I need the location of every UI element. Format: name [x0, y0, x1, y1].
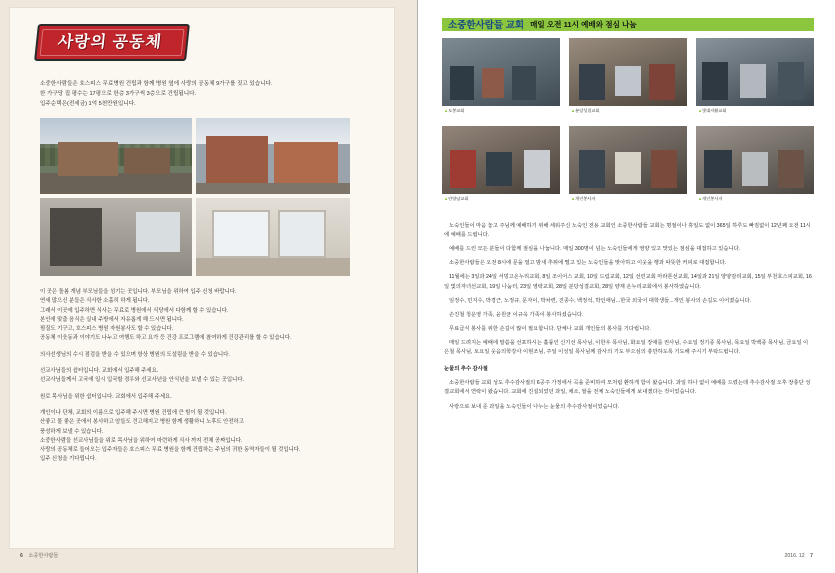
list-item: [40, 351, 360, 360]
list-item-line: 공동체 이웃동과 이야기도 나누고 여행도 하고 요가 등 건강 프로그램에 참여하게 건강관리를 할 수 있습니다.: [40, 335, 292, 342]
photo-anyang-church: [442, 126, 560, 194]
lead-line-2: 한 가구당 집 평수는 17평으로 한층 3가구씩 3층으로 건립됩니다.: [40, 90, 197, 97]
list-item: [40, 288, 360, 344]
photo-person-shape: [702, 62, 728, 100]
photo-person-shape: [579, 150, 605, 188]
body-paragraph: 매일 드려지는 예배에 말씀을 선포하시는 훌륭인 신기선 목사님, 이한우 목사님, 화요일 장애를 권사님, 수요일 정기종 목사님, 목요일 박백종 목사님, 금요일 이은철 목사님, 토요일 웃음의학강사 이현조님, 주일 이성일 목사님께 감사의 기도 부으심의 충만하도록 기도해 주시기 부탁드립니다.: [444, 339, 809, 356]
caption-text: 분당성결교회: [575, 108, 600, 113]
photo-caption: [698, 196, 722, 202]
caption-text: 빛대자활교회: [702, 108, 727, 113]
photo-caption: [698, 108, 726, 114]
banner-title: 사랑의 공동체: [56, 34, 163, 51]
body-paragraph: 손진철 청운영 가족, 윤원균 이규옥 가족이 봉사하셨습니다.: [449, 311, 584, 318]
photo-bitdeul-church: [696, 38, 814, 106]
photo-person-shape: [450, 66, 474, 100]
caption-bullet-icon: ▲: [698, 196, 703, 201]
caption-bullet-icon: ▲: [571, 196, 576, 201]
interior-room-photo: [196, 198, 350, 276]
photo-person-shape: [740, 64, 766, 98]
left-page: [0, 0, 417, 573]
caption-bullet-icon: ▲: [571, 108, 576, 113]
list-item: [40, 367, 360, 386]
photo-bunhwang-church: [569, 38, 687, 106]
photo-building-shape-2: [124, 148, 170, 174]
site-aerial-photo: [40, 118, 192, 194]
list-item-line: 선교사님들의 쉼터입니다. 교회에서 입주해 주세요.: [40, 368, 159, 375]
list-item-line: 개인이나 단체, 교회의 이름으로 입주해 주시면 병원 건립에 큰 힘이 될 것입니다.: [40, 409, 227, 416]
list-item-line: 의사선생님의 수시 점검을 받을 수 있으며 항상 병원의 도설림을 받을 수 있습니다.: [40, 351, 230, 358]
list-item-line: 연세 많으신 분들은 식사한 소홀히 하게 됩니다.: [40, 298, 150, 305]
photo-person-shape: [486, 152, 512, 186]
list-item-line: 산좋고 물 좋은 곳에서 봉사하고 암들도 견고해지고 병원 함께 생활하니 노후도 안전하고: [40, 419, 244, 426]
left-page-footer: [20, 552, 58, 559]
lead-line-3: 입주순택은(전세금) 1억 5천만원입니다.: [40, 100, 136, 107]
body-paragraph: 노숙인들이 마음 놓고 주님께 예배하기 위해 세워주신 노숙인 전용 교회인 소중한사람들 교회는 명절이나 휴일도 없이 365일 하루도 빠짐없이 12년째 오전 11시에 예배를 드립니다.: [444, 223, 811, 239]
photo-caption: [571, 196, 595, 202]
caption-text: 안양남교회: [448, 196, 469, 201]
list-item-line: 풍성하게 보낼 수 있습니다.: [40, 428, 104, 435]
building-exterior-photo: [196, 118, 350, 194]
interior-construction-photo: [40, 198, 192, 276]
publication-name: 소중한사람들: [28, 553, 59, 559]
photo-caption: [444, 196, 468, 202]
right-body-text: [444, 222, 812, 417]
caption-text: 개인봉사자: [702, 196, 723, 201]
lead-line-1: 소중한사람들은 호스피스 무료병원 건립과 함께 병원 옆에 사랑의 공동체 9가구를 짓고 있습니다.: [40, 81, 273, 87]
heading-sub: 매일 오전 11시 예배와 점심 나눔: [530, 19, 637, 29]
heading-main: 소중한사람들 교회: [448, 20, 525, 31]
list-item-line: 소중한사람들 선교사님들을 위로 목사님을 위하여 마련하게 식사 까지 전체 공짜입니다.: [40, 437, 243, 444]
list-item-line: 이 곳은 돌봄 개념 부모님들을 섬기는 곳입니다. 부모님을 위하여 입주 신청 바랍니다.: [40, 289, 237, 295]
list-item-line: 선교사님들께서 고국에 일시 입국할 경우와 선교사년을 안식년을 보낼 수 있는 곳입니다.: [40, 377, 244, 384]
photo-building-shape: [58, 142, 118, 176]
photo-doorway-shape: [50, 208, 102, 266]
photo-caption: [571, 108, 599, 114]
photo-person-shape: [524, 150, 550, 188]
photo-person-shape: [482, 68, 504, 98]
right-page-heading: [448, 16, 820, 32]
right-photo-grid: [442, 38, 814, 206]
photo-brick-building-2: [274, 142, 338, 186]
left-page-content: [10, 8, 394, 548]
photo-person-shape: [778, 150, 804, 188]
page-number: 6: [20, 553, 23, 559]
list-item-line: 찜질도 기구고, 호스피스 병원 자원봉사도 할 수 있습니다.: [40, 326, 174, 333]
body-paragraph: 무료급식 봉사를 위한 손길이 많이 필요합니다. 단체나 교회 개인들의 봉사를 기다립니다.: [449, 325, 651, 332]
page-number: 7: [810, 553, 813, 559]
photo-person-shape: [512, 66, 536, 100]
photo-person-shape: [742, 152, 768, 186]
caption-text: 도봉교회: [448, 108, 465, 113]
list-item-line: 사랑의 공동체로 들어오는 입주자들은 호스피스 무료 병원을 함께 건립하는 주님의 귀한 동역자들이 될 것입니다.: [40, 447, 301, 454]
photo-dobong-church: [442, 38, 560, 106]
right-page: [418, 0, 835, 573]
body-paragraph: 예배를 드린 모든 분들이 다함께 점심을 나눕니다. 매일 300명이 넘는 노숙인들에게 영양 있고 맛있는 점심을 대접하고 있습니다.: [449, 246, 741, 253]
issue-date: 2016. 12: [784, 553, 805, 559]
photo-floor-region: [196, 258, 350, 276]
photo-window-shape-2: [278, 210, 326, 258]
section-banner: [36, 22, 184, 60]
photo-person-shape: [579, 64, 605, 100]
caption-bullet-icon: ▲: [444, 196, 449, 201]
list-item: [40, 393, 360, 402]
section-paragraph: 사랑으로 보내 준 과일을 노숙인들이 나누는 눈물의 추수감사절이었습니다.: [449, 403, 620, 410]
photo-individual-volunteer-2: [696, 126, 814, 194]
photo-brick-building-1: [206, 136, 268, 186]
left-lead-paragraph: [40, 80, 340, 109]
body-paragraph: 11월에는 3일과 24일 서빙고온누리교회, 8일 조이어스 교회, 10일 드림교회, 12일 선린교회 마라톤선교회, 14일과 21일 양양감리교회, 15일 부천호스피교회, 16일 빛의자녀선교회, 19일 나눔터, 23일 영락교회, 28일 분당성결교회, 28일 양재 온누리교회에서 봉사하였습니다.: [444, 274, 812, 290]
photo-ground-region: [196, 183, 350, 194]
photo-caption: [444, 108, 464, 114]
caption-bullet-icon: ▲: [444, 108, 449, 113]
list-item: [40, 409, 360, 465]
photo-person-shape: [615, 152, 641, 184]
body-paragraph: 소중한사람들은 오전 8시에 문을 열고 밤새 추위에 떨고 있는 노숙인들을 맞아하고 이웃을 행과 따뜻한 커피로 대접합니다.: [449, 260, 727, 267]
left-photo-grid: [40, 118, 350, 276]
list-item-line: 본인에 맞춤 음식은 실내 주방에서 자유롭게 해 드시면 됩니다.: [40, 316, 184, 323]
photo-window-shape: [212, 210, 270, 258]
right-page-footer: [784, 553, 813, 559]
photo-person-shape: [615, 66, 641, 96]
caption-text: 개인봉사자: [575, 196, 596, 201]
body-paragraph: 임정수, 민지수, 박경근, 노정규, 문자이, 박차련, 진종수, 백정석, 박인애님...한국 외국어 대학생들...개인 봉사의 손길도 이어졌습니다.: [449, 297, 752, 304]
section-paragraph: 소중한사람들 교회 성도 추수감사절의 6공주 가정에서 곡을 준비하여 모처럼 환하게 함이 왔습니다. 과일 하나 없이 예배를 드렸는데 추수감사절 오후 장충단 성결교회에서 연락이 왔습니다. 교회에 진설되었던 과일, 채소, 쌀을 전체 노숙인들에게 보내겠다는 것이었습니다.: [444, 380, 811, 396]
section-subtitle: 눈물의 추수 감사절: [444, 366, 488, 373]
caption-bullet-icon: ▲: [698, 108, 703, 113]
photo-person-shape: [450, 150, 476, 188]
list-item-line: 원로 목사님을 위한 쉼터입니다. 교회에서 입주해 주세요.: [40, 393, 172, 400]
photo-person-shape: [778, 62, 804, 100]
photo-individual-volunteer-1: [569, 126, 687, 194]
list-item-line: 입주 신청을 기다립니다.: [40, 456, 97, 463]
photo-person-shape: [651, 150, 677, 188]
photo-person-shape: [649, 64, 675, 100]
photo-person-shape: [704, 150, 732, 188]
left-body-list: [40, 288, 360, 472]
photo-window-shape: [136, 212, 180, 252]
list-item-line: 그래서 이곳에 입주하면 식사는 무료로 병원에서 식당에서 다함께 할 수 있습니다.: [40, 307, 229, 314]
